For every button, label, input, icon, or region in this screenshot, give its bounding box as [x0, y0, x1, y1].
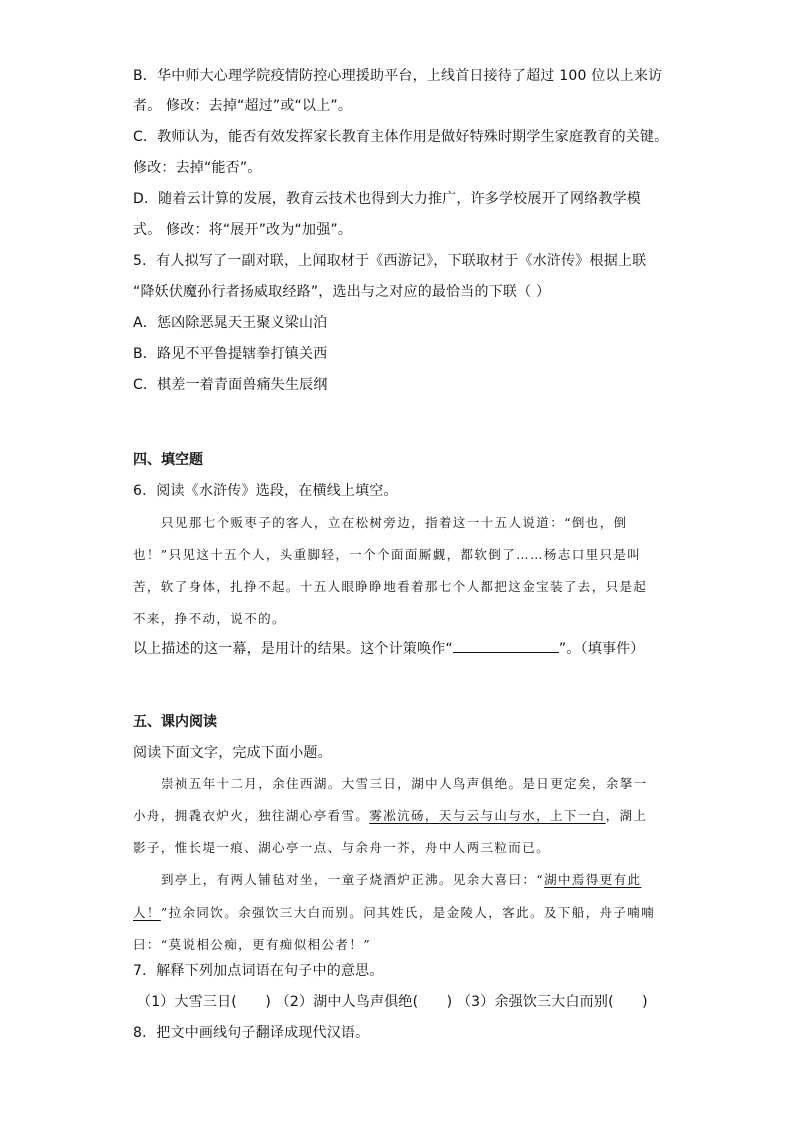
reading-p2-line2 — [133, 903, 655, 923]
underlined-sentence-2-part1: 湖中焉得更有此 — [544, 872, 642, 887]
q5-option-a: A．惩凶除恶晁天王聚义梁山泊 — [133, 315, 328, 331]
section-heading-fill-in: 四、填空题 — [133, 452, 203, 468]
q5-stem-line2: “降妖伏魔孙行者扬威取经路”，选出与之对应的最恰当的下联（ ） — [133, 284, 551, 300]
q8-prompt: 8．把文中画线句子翻译成现代汉语。 — [133, 1025, 370, 1041]
reading-p1-line1: 崇祯五年十二月，余住西湖。大雪三日，湖中人鸟声俱绝。是日更定矣，余拏一 — [161, 776, 648, 791]
q6-prompt: 6．阅读《水浒传》选段，在横线上填空。 — [133, 483, 398, 499]
q4-option-d-line2: 式。 修改：将“展开”改为“加强”。 — [133, 222, 353, 238]
q6-passage-line2: 也！”只见这十五个人，头重脚轻，一个个面面厮觑，都软倒了……杨志口里只是叫 — [133, 547, 642, 562]
reading-instructions: 阅读下面文字，完成下面小题。 — [133, 745, 332, 761]
q4-option-c-line1: C．教师认为，能否有效发挥家长教育主体作用是做好特殊时期学生家庭教育的关键。 — [133, 129, 669, 145]
q4-option-b-line2: 者。 修改：去掉“超过”或“以上”。 — [133, 98, 353, 114]
q6-passage-line3: 苦，软了身体，扎挣不起。十五人眼睁睁地看着那七个人都把这金宝装了去，只是起 — [133, 579, 648, 594]
q6-fill-text-before: 以上描述的这一幕，是用计的结果。这个计策唤作“ — [133, 641, 453, 657]
q4-option-d-line1: D．随着云计算的发展，教育云技术也得到大力推广，许多学校展开了网络教学模 — [133, 191, 641, 207]
q5-option-c: C．棋差一着青面兽痛失生辰纲 — [133, 377, 328, 393]
q4-option-c-line2: 修改：去掉“能否”。 — [133, 160, 262, 176]
q6-passage-line4: 不来，挣不动，说不的。 — [133, 611, 286, 626]
reading-p2-line1-text: 到亭上，有两人铺毡对坐，一童子烧酒炉正沸。见余大喜曰：“ — [161, 872, 545, 887]
section-heading-reading: 五、课内阅读 — [133, 714, 217, 730]
q4-option-b-line1: B．华中师大心理学院疫情防控心理援助平台，上线首日接待了超过 100 位以上来访 — [133, 68, 663, 84]
reading-p1-line2-text: 小舟，拥毳衣炉火，独往湖心亭看雪。 — [133, 808, 370, 823]
q6-passage-line1: 只见那七个贩枣子的客人，立在松树旁边，指着这一十五人说道：“倒也，倒 — [161, 515, 628, 530]
reading-p1-line2-end: ，湖上 — [605, 808, 648, 823]
q7-prompt: 7．解释下列加点词语在句子中的意思。 — [133, 963, 384, 979]
reading-p2-line3: 曰：“莫说相公痴，更有痴似相公者！” — [133, 937, 371, 952]
reading-p2-line2-text: ”拉余同饮。余强饮三大白而别。问其姓氏，是金陵人，客此。及下船，舟子喃喃 — [160, 905, 656, 920]
reading-p1-line2 — [133, 806, 647, 826]
q6-fill-text-after: ”。（填事件） — [558, 641, 645, 657]
q5-option-b: B．路见不平鲁提辖拳打镇关西 — [133, 346, 328, 362]
answer-blank[interactable] — [453, 638, 559, 653]
q6-fill-line — [133, 638, 645, 659]
underlined-sentence-2-part2: 人！ — [133, 905, 161, 920]
q5-stem-line1: 5．有人拟写了一副对联，上闻取材于《西游记》，下联取材于《水浒传》根据上联 — [133, 253, 647, 269]
q7-items: （1）大雪三日( ) （2）湖中人鸟声俱绝( ) （3）余强饮三大白而别( ) — [137, 994, 648, 1010]
reading-p2-line1 — [161, 870, 641, 890]
reading-p1-line3: 影子，惟长堤一痕、湖心亭一点、与余舟一芥，舟中人两三粒而已。 — [133, 840, 551, 855]
underlined-sentence-1: 雾凇沆砀，天与云与山与水，上下一白 — [369, 808, 606, 823]
